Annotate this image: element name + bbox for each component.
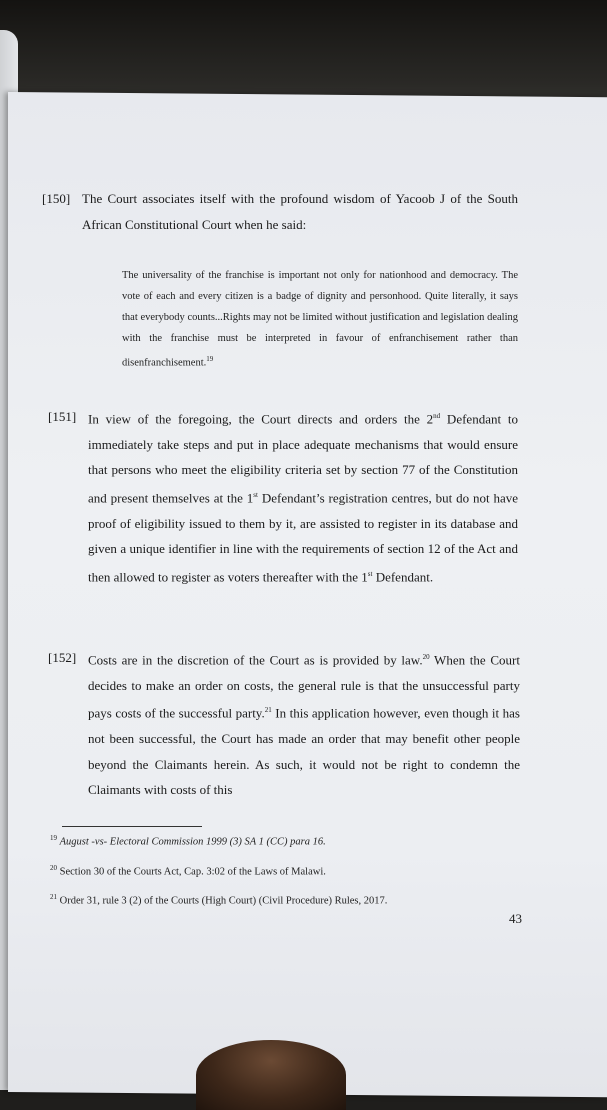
page-number: 43 — [509, 911, 522, 926]
ordinal-suffix: st — [253, 490, 258, 499]
paragraph-text: In view of the foregoing, the Court directs and orders the 2 — [88, 411, 434, 427]
paragraph-number: [150] — [42, 191, 71, 206]
paragraph-number: [151] — [48, 409, 77, 424]
footnote-number: 19 — [50, 834, 57, 842]
paragraph-text: Defendant. — [372, 568, 434, 584]
paragraph-text: When the Court decides to make an order on costs, the general rule is that the unsuccessful party pays costs of the successful party. — [88, 652, 520, 721]
footnote-number: 20 — [50, 864, 57, 872]
footnote-text: Section 30 of the Courts Act, Cap. 3:02 of the Laws of Malawi. — [59, 866, 326, 878]
ordinal-suffix: nd — [433, 412, 441, 420]
thumb-image — [196, 1040, 346, 1110]
block-quote — [122, 265, 518, 374]
footnote-text: August -vs- Electoral Commission 1999 (3) SA 1 (CC) para 16. — [59, 836, 326, 848]
paragraph-151 — [48, 404, 518, 589]
footnote-ref[interactable]: 20 — [422, 653, 430, 661]
footnote-divider — [62, 826, 202, 827]
paragraph-150 — [42, 186, 518, 237]
paragraph-152 — [48, 645, 520, 803]
paragraph-text: The Court associates itself with the profound wisdom of Yacoob J of the South African Constitutional Court when he said: — [82, 191, 518, 232]
paragraph-text: Defendant’s registration centres, but do not have proof of eligibility issued to them by it, are assisted to register in its database and given a unique identifier in line with the requirements of section 12 of the Act and then allowed to register as voters thereafter with the 1 — [88, 490, 518, 584]
ordinal-suffix: st — [367, 569, 373, 578]
paragraph-number: [152] — [48, 650, 77, 665]
quote-text: The universality of the franchise is important not only for nationhood and democracy. The vote of each and every citizen is a badge of dignity and personhood. Quite literally, it says that everybody counts...Rights may not be limited without justification and legislation dealing with the franchise must be interpreted in favour of enfranchisement rather than disenfranchisement. — [122, 270, 518, 369]
footnote-ref[interactable]: 19 — [206, 355, 214, 363]
paragraph-text: Defendant to immediately take steps and put in place adequate mechanisms that would ensure that persons who meet the eligibility criteria set by section 77 of the Constitution and present themselves at the 1 — [88, 411, 518, 506]
footnote-number: 21 — [50, 893, 57, 901]
footnote-20 — [50, 864, 326, 878]
footnote-ref[interactable]: 21 — [264, 706, 272, 715]
paragraph-text: In this application however, even though it has not been successful, the Court has made an order that may benefit other people beyond the Claimants herein. As such, it would not be right to condemn the Claimants with costs of this — [88, 705, 520, 798]
footnote-text: Order 31, rule 3 (2) of the Courts (High Court) (Civil Procedure) Rules, 2017. — [59, 895, 388, 907]
footnote-19 — [50, 834, 326, 848]
footnote-21 — [50, 893, 387, 907]
paragraph-text: Costs are in the discretion of the Court as is provided by law. — [88, 652, 423, 668]
